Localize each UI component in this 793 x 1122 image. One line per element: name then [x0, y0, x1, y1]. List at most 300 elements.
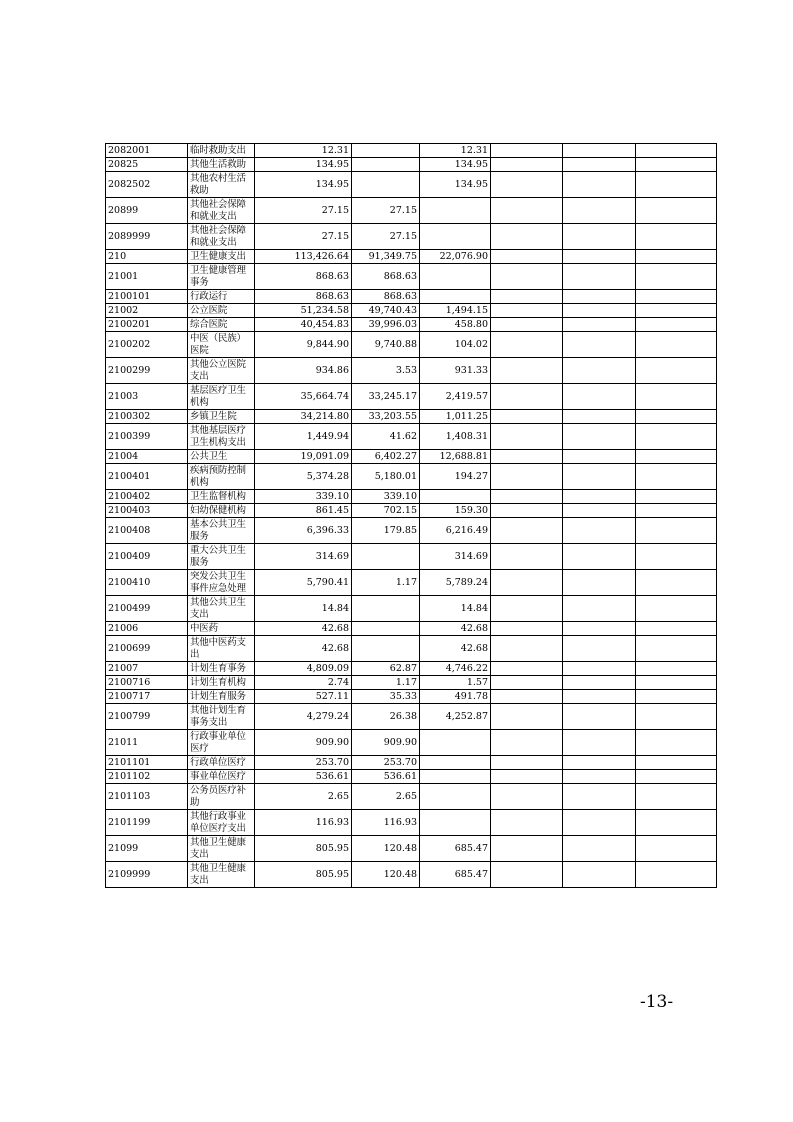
project-cell: 685.47 [420, 836, 491, 862]
table-row [106, 332, 717, 358]
empty-cell [563, 690, 636, 704]
empty-cell [563, 544, 636, 570]
table-row [106, 290, 717, 304]
project-cell: 1.57 [420, 676, 491, 690]
total-cell: 2.74 [255, 676, 352, 690]
name-cell: 其他农村生活救助 [188, 172, 255, 198]
project-cell [420, 730, 491, 756]
code-cell: 2100403 [106, 504, 188, 518]
empty-cell [491, 250, 563, 264]
empty-cell [491, 264, 563, 290]
code-cell: 2101199 [106, 810, 188, 836]
empty-cell [563, 504, 636, 518]
project-cell: 134.95 [420, 158, 491, 172]
empty-cell [491, 490, 563, 504]
empty-cell [636, 172, 717, 198]
basic-cell: 33,245.17 [352, 384, 420, 410]
total-cell: 19,091.09 [255, 450, 352, 464]
project-cell: 42.68 [420, 622, 491, 636]
table-row [106, 490, 717, 504]
basic-cell: 120.48 [352, 836, 420, 862]
empty-cell [636, 622, 717, 636]
empty-cell [491, 784, 563, 810]
name-cell: 公立医院 [188, 304, 255, 318]
total-cell: 1,449.94 [255, 424, 352, 450]
project-cell: 194.27 [420, 464, 491, 490]
empty-cell [636, 756, 717, 770]
total-cell: 35,664.74 [255, 384, 352, 410]
name-cell: 其他社会保障和就业支出 [188, 224, 255, 250]
table-row [106, 836, 717, 862]
total-cell: 5,374.28 [255, 464, 352, 490]
empty-cell [563, 450, 636, 464]
empty-cell [563, 622, 636, 636]
basic-cell: 35.33 [352, 690, 420, 704]
code-cell: 20899 [106, 198, 188, 224]
basic-cell [352, 596, 420, 622]
project-cell [420, 290, 491, 304]
name-cell: 综合医院 [188, 318, 255, 332]
name-cell: 突发公共卫生事件应急处理 [188, 570, 255, 596]
empty-cell [491, 158, 563, 172]
table-row [106, 784, 717, 810]
project-cell [420, 198, 491, 224]
empty-cell [563, 662, 636, 676]
empty-cell [636, 290, 717, 304]
project-cell: 12.31 [420, 144, 491, 158]
table-row [106, 622, 717, 636]
code-cell: 21002 [106, 304, 188, 318]
basic-cell [352, 636, 420, 662]
empty-cell [636, 676, 717, 690]
total-cell: 805.95 [255, 862, 352, 888]
empty-cell [491, 770, 563, 784]
empty-cell [563, 596, 636, 622]
total-cell: 527.11 [255, 690, 352, 704]
basic-cell: 5,180.01 [352, 464, 420, 490]
code-cell: 2100716 [106, 676, 188, 690]
empty-cell [491, 730, 563, 756]
code-cell: 21004 [106, 450, 188, 464]
empty-cell [491, 662, 563, 676]
basic-cell: 6,402.27 [352, 450, 420, 464]
basic-cell: 868.63 [352, 290, 420, 304]
empty-cell [636, 410, 717, 424]
name-cell: 其他中医药支出 [188, 636, 255, 662]
empty-cell [563, 836, 636, 862]
empty-cell [636, 570, 717, 596]
empty-cell [636, 862, 717, 888]
basic-cell [352, 172, 420, 198]
empty-cell [636, 704, 717, 730]
empty-cell [636, 424, 717, 450]
name-cell: 临时救助支出 [188, 144, 255, 158]
empty-cell [491, 504, 563, 518]
empty-cell [563, 410, 636, 424]
name-cell: 疾病预防控制机构 [188, 464, 255, 490]
table-row [106, 544, 717, 570]
basic-cell: 2.65 [352, 784, 420, 810]
empty-cell [491, 450, 563, 464]
empty-cell [636, 158, 717, 172]
empty-cell [491, 690, 563, 704]
total-cell: 27.15 [255, 224, 352, 250]
basic-cell: 702.15 [352, 504, 420, 518]
project-cell: 491.78 [420, 690, 491, 704]
code-cell: 21007 [106, 662, 188, 676]
empty-cell [636, 636, 717, 662]
project-cell [420, 784, 491, 810]
table-row [106, 410, 717, 424]
basic-cell [352, 544, 420, 570]
empty-cell [636, 836, 717, 862]
project-cell: 685.47 [420, 862, 491, 888]
empty-cell [636, 690, 717, 704]
code-cell: 2100401 [106, 464, 188, 490]
table-row [106, 676, 717, 690]
name-cell: 计划生育机构 [188, 676, 255, 690]
table-row [106, 358, 717, 384]
empty-cell [636, 358, 717, 384]
basic-cell: 120.48 [352, 862, 420, 888]
project-cell: 1,011.25 [420, 410, 491, 424]
empty-cell [563, 770, 636, 784]
empty-cell [563, 144, 636, 158]
code-cell: 2100410 [106, 570, 188, 596]
table-row [106, 424, 717, 450]
empty-cell [636, 264, 717, 290]
basic-cell: 536.61 [352, 770, 420, 784]
empty-cell [636, 784, 717, 810]
name-cell: 其他计划生育事务支出 [188, 704, 255, 730]
basic-cell [352, 144, 420, 158]
empty-cell [636, 504, 717, 518]
empty-cell [636, 384, 717, 410]
table-row [106, 224, 717, 250]
code-cell: 2100201 [106, 318, 188, 332]
code-cell: 21006 [106, 622, 188, 636]
empty-cell [636, 450, 717, 464]
basic-cell [352, 158, 420, 172]
empty-cell [563, 570, 636, 596]
table-row [106, 450, 717, 464]
table-row [106, 730, 717, 756]
project-cell: 134.95 [420, 172, 491, 198]
empty-cell [636, 596, 717, 622]
empty-cell [491, 518, 563, 544]
total-cell: 134.95 [255, 172, 352, 198]
basic-cell: 1.17 [352, 676, 420, 690]
basic-cell: 39,996.03 [352, 318, 420, 332]
project-cell: 5,789.24 [420, 570, 491, 596]
empty-cell [636, 250, 717, 264]
basic-cell: 9,740.88 [352, 332, 420, 358]
table-row [106, 570, 717, 596]
empty-cell [491, 332, 563, 358]
empty-cell [491, 144, 563, 158]
empty-cell [563, 250, 636, 264]
basic-cell: 91,349.75 [352, 250, 420, 264]
code-cell: 2089999 [106, 224, 188, 250]
code-cell: 2100399 [106, 424, 188, 450]
empty-cell [491, 862, 563, 888]
table-row [106, 770, 717, 784]
empty-cell [491, 676, 563, 690]
basic-cell: 27.15 [352, 224, 420, 250]
total-cell: 868.63 [255, 290, 352, 304]
table-row [106, 384, 717, 410]
project-cell: 42.68 [420, 636, 491, 662]
empty-cell [636, 544, 717, 570]
empty-cell [491, 464, 563, 490]
project-cell [420, 264, 491, 290]
code-cell: 2100299 [106, 358, 188, 384]
name-cell: 其他生活救助 [188, 158, 255, 172]
basic-cell [352, 622, 420, 636]
total-cell: 314.69 [255, 544, 352, 570]
table-row [106, 250, 717, 264]
name-cell: 公共卫生 [188, 450, 255, 464]
empty-cell [636, 518, 717, 544]
project-cell: 4,746.22 [420, 662, 491, 676]
empty-cell [563, 756, 636, 770]
empty-cell [636, 464, 717, 490]
name-cell: 事业单位医疗 [188, 770, 255, 784]
empty-cell [636, 730, 717, 756]
project-cell: 6,216.49 [420, 518, 491, 544]
total-cell: 4,279.24 [255, 704, 352, 730]
name-cell: 卫生健康管理事务 [188, 264, 255, 290]
basic-cell: 27.15 [352, 198, 420, 224]
project-cell: 1,494.15 [420, 304, 491, 318]
empty-cell [491, 318, 563, 332]
empty-cell [563, 304, 636, 318]
total-cell: 6,396.33 [255, 518, 352, 544]
total-cell: 4,809.09 [255, 662, 352, 676]
total-cell: 934.86 [255, 358, 352, 384]
total-cell: 12.31 [255, 144, 352, 158]
empty-cell [491, 636, 563, 662]
code-cell: 2101103 [106, 784, 188, 810]
code-cell: 2100101 [106, 290, 188, 304]
table-row [106, 172, 717, 198]
empty-cell [491, 756, 563, 770]
table-row [106, 464, 717, 490]
table-row [106, 862, 717, 888]
empty-cell [491, 172, 563, 198]
project-cell [420, 770, 491, 784]
project-cell [420, 756, 491, 770]
total-cell: 14.84 [255, 596, 352, 622]
empty-cell [491, 198, 563, 224]
code-cell: 2100402 [106, 490, 188, 504]
name-cell: 其他社会保障和就业支出 [188, 198, 255, 224]
code-cell: 2100717 [106, 690, 188, 704]
total-cell: 536.61 [255, 770, 352, 784]
total-cell: 134.95 [255, 158, 352, 172]
page-number: -13- [640, 992, 674, 1012]
project-cell: 104.02 [420, 332, 491, 358]
empty-cell [563, 224, 636, 250]
code-cell: 20825 [106, 158, 188, 172]
empty-cell [563, 358, 636, 384]
empty-cell [491, 622, 563, 636]
table-row [106, 756, 717, 770]
empty-cell [636, 144, 717, 158]
project-cell: 22,076.90 [420, 250, 491, 264]
table-row [106, 690, 717, 704]
total-cell: 42.68 [255, 636, 352, 662]
total-cell: 51,234.58 [255, 304, 352, 318]
table-row [106, 304, 717, 318]
name-cell: 公务员医疗补助 [188, 784, 255, 810]
code-cell: 2082001 [106, 144, 188, 158]
code-cell: 210 [106, 250, 188, 264]
empty-cell [636, 662, 717, 676]
project-cell [420, 810, 491, 836]
total-cell: 253.70 [255, 756, 352, 770]
name-cell: 中医药 [188, 622, 255, 636]
empty-cell [563, 158, 636, 172]
code-cell: 2100799 [106, 704, 188, 730]
empty-cell [636, 490, 717, 504]
basic-cell: 3.53 [352, 358, 420, 384]
code-cell: 2101102 [106, 770, 188, 784]
empty-cell [563, 172, 636, 198]
basic-cell: 1.17 [352, 570, 420, 596]
empty-cell [563, 490, 636, 504]
empty-cell [563, 676, 636, 690]
project-cell: 159.30 [420, 504, 491, 518]
code-cell: 21003 [106, 384, 188, 410]
empty-cell [636, 224, 717, 250]
project-cell: 314.69 [420, 544, 491, 570]
basic-cell: 26.38 [352, 704, 420, 730]
name-cell: 行政事业单位医疗 [188, 730, 255, 756]
empty-cell [563, 704, 636, 730]
name-cell: 其他公共卫生支出 [188, 596, 255, 622]
total-cell: 40,454.83 [255, 318, 352, 332]
code-cell: 2101101 [106, 756, 188, 770]
name-cell: 卫生监督机构 [188, 490, 255, 504]
project-cell [420, 490, 491, 504]
total-cell: 34,214.80 [255, 410, 352, 424]
empty-cell [491, 810, 563, 836]
empty-cell [563, 318, 636, 332]
basic-cell: 33,203.55 [352, 410, 420, 424]
empty-cell [491, 836, 563, 862]
total-cell: 113,426.64 [255, 250, 352, 264]
empty-cell [563, 464, 636, 490]
empty-cell [563, 784, 636, 810]
table-row [106, 596, 717, 622]
empty-cell [636, 770, 717, 784]
empty-cell [491, 596, 563, 622]
total-cell: 27.15 [255, 198, 352, 224]
table-row [106, 810, 717, 836]
empty-cell [563, 730, 636, 756]
table-row [106, 518, 717, 544]
code-cell: 2100202 [106, 332, 188, 358]
name-cell: 计划生育事务 [188, 662, 255, 676]
code-cell: 2100499 [106, 596, 188, 622]
name-cell: 其他公立医院支出 [188, 358, 255, 384]
project-cell: 4,252.87 [420, 704, 491, 730]
total-cell: 2.65 [255, 784, 352, 810]
name-cell: 重大公共卫生服务 [188, 544, 255, 570]
empty-cell [563, 332, 636, 358]
code-cell: 2100302 [106, 410, 188, 424]
name-cell: 中医（民族）医院 [188, 332, 255, 358]
name-cell: 其他卫生健康支出 [188, 836, 255, 862]
empty-cell [491, 384, 563, 410]
empty-cell [491, 424, 563, 450]
basic-cell: 253.70 [352, 756, 420, 770]
table-row [106, 704, 717, 730]
project-cell: 931.33 [420, 358, 491, 384]
empty-cell [563, 198, 636, 224]
empty-cell [491, 704, 563, 730]
name-cell: 卫生健康支出 [188, 250, 255, 264]
total-cell: 116.93 [255, 810, 352, 836]
empty-cell [636, 304, 717, 318]
project-cell: 1,408.31 [420, 424, 491, 450]
total-cell: 339.10 [255, 490, 352, 504]
empty-cell [491, 358, 563, 384]
code-cell: 2100699 [106, 636, 188, 662]
basic-cell: 909.90 [352, 730, 420, 756]
total-cell: 861.45 [255, 504, 352, 518]
empty-cell [563, 264, 636, 290]
name-cell: 其他基层医疗卫生机构支出 [188, 424, 255, 450]
table-row [106, 318, 717, 332]
code-cell: 2109999 [106, 862, 188, 888]
name-cell: 妇幼保健机构 [188, 504, 255, 518]
code-cell: 2082502 [106, 172, 188, 198]
basic-cell: 868.63 [352, 264, 420, 290]
table-row [106, 636, 717, 662]
table-row [106, 198, 717, 224]
basic-cell: 179.85 [352, 518, 420, 544]
basic-cell: 49,740.43 [352, 304, 420, 318]
name-cell: 乡镇卫生院 [188, 410, 255, 424]
empty-cell [636, 332, 717, 358]
name-cell: 基本公共卫生服务 [188, 518, 255, 544]
empty-cell [636, 810, 717, 836]
code-cell: 2100408 [106, 518, 188, 544]
empty-cell [491, 224, 563, 250]
empty-cell [563, 636, 636, 662]
empty-cell [636, 198, 717, 224]
project-cell: 12,688.81 [420, 450, 491, 464]
project-cell: 458.80 [420, 318, 491, 332]
table-row [106, 504, 717, 518]
empty-cell [491, 410, 563, 424]
project-cell: 14.84 [420, 596, 491, 622]
table-row [106, 662, 717, 676]
basic-cell: 62.87 [352, 662, 420, 676]
empty-cell [563, 518, 636, 544]
total-cell: 868.63 [255, 264, 352, 290]
total-cell: 909.90 [255, 730, 352, 756]
project-cell [420, 224, 491, 250]
name-cell: 其他卫生健康支出 [188, 862, 255, 888]
basic-cell: 116.93 [352, 810, 420, 836]
total-cell: 5,790.41 [255, 570, 352, 596]
empty-cell [491, 290, 563, 304]
empty-cell [491, 304, 563, 318]
code-cell: 2100409 [106, 544, 188, 570]
